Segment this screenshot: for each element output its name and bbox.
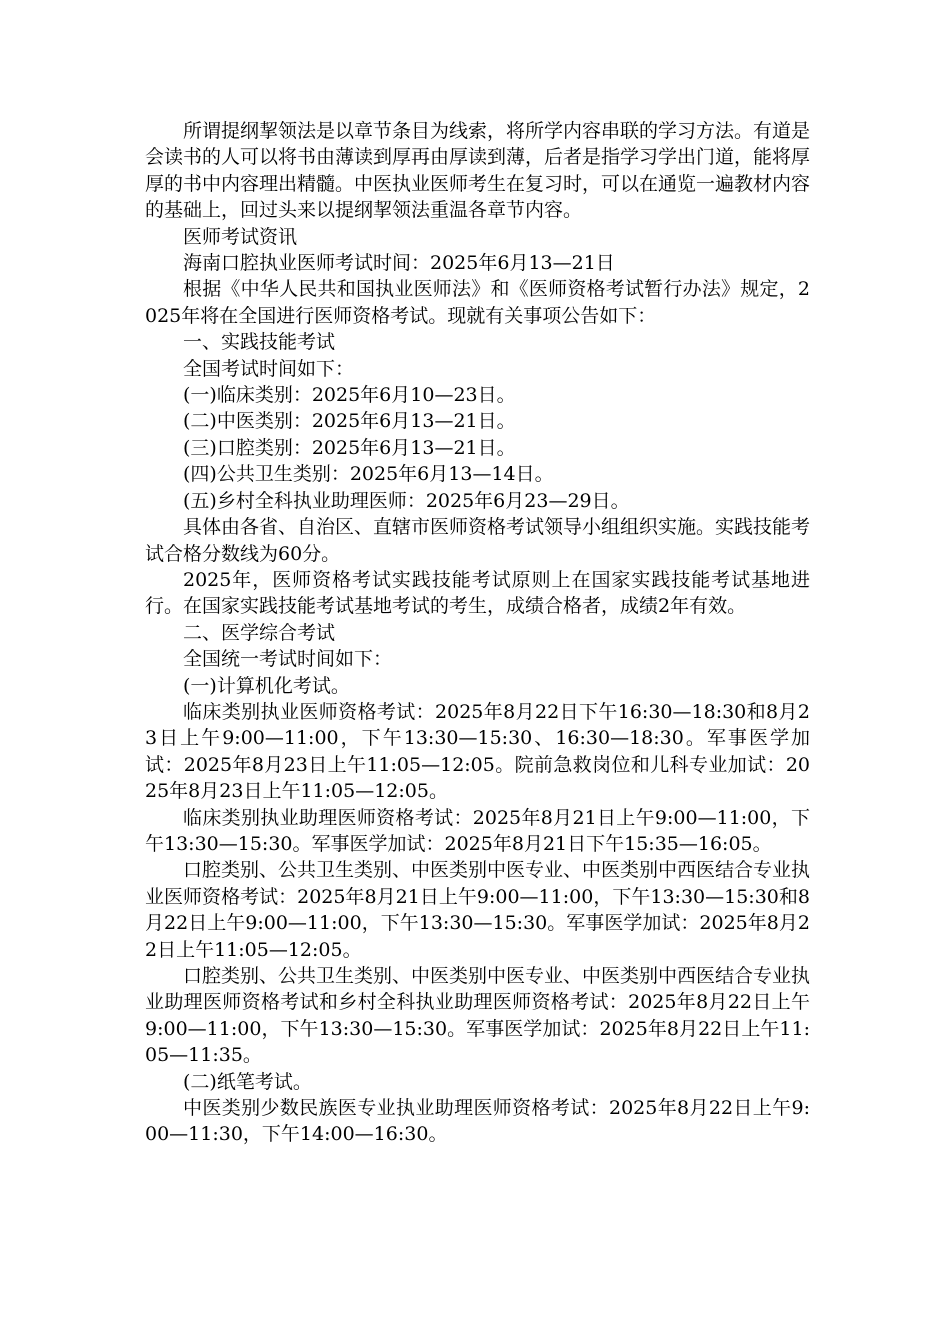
- practical-base-paragraph: 2025年，医师资格考试实践技能考试原则上在国家实践技能考试基地进行。在国家实践技能考试基地考试的考生，成绩合格者，成绩2年有效。: [145, 568, 810, 618]
- document-body: [145, 118, 810, 1148]
- practical-item-public-health: (四)公共卫生类别：2025年6月13—14日。: [183, 463, 554, 486]
- practical-item-tcm: (二)中医类别：2025年6月13—21日。: [183, 410, 516, 433]
- other-assistant-schedule: 口腔类别、公共卫生类别、中医类别中医专业、中医类别中西医结合专业执业助理医师资格考试和乡村全科执业助理医师资格考试：2025年8月22日上午9:00—11:00，下午13:30—15:30。军事医学加试：2025年8月22日上午11:05—11:35。: [145, 965, 811, 1067]
- section-heading-practical: 一、实践技能考试: [183, 331, 336, 354]
- other-physician-schedule: 口腔类别、公共卫生类别、中医类别中医专业、中医类别中西医结合专业执业医师资格考试：2025年8月21日上午9:00—11:00，下午13:30—15:30和8月22日上午9:00—11:00，下午13:30—15:30。军事医学加试：2025年8月22日上午11:05—12:05。: [145, 859, 811, 961]
- ethnic-medicine-schedule: 中医类别少数民族医专业执业助理医师资格考试：2025年8月22日上午9:00—11:30，下午14:00—16:30。: [145, 1097, 810, 1146]
- practical-item-rural: (五)乡村全科执业助理医师：2025年6月23—29日。: [183, 489, 630, 512]
- subheading-paper-exam: (二)纸笔考试。: [183, 1070, 312, 1093]
- practical-time-intro: 全国考试时间如下：: [183, 357, 355, 380]
- exam-time-line: 海南口腔执业医师考试时间：2025年6月13—21日: [183, 252, 615, 275]
- practical-organization-paragraph: 具体由各省、自治区、直辖市医师资格考试领导小组组织实施。实践技能考试合格分数线为60分。: [145, 516, 811, 565]
- section-heading-comprehensive: 二、医学综合考试: [183, 621, 336, 644]
- comprehensive-time-intro: 全国统一考试时间如下：: [183, 648, 393, 671]
- practical-item-dental: (三)口腔类别：2025年6月13—21日。: [183, 436, 516, 459]
- subheading-computer-exam: (一)计算机化考试。: [183, 674, 350, 697]
- announcement-paragraph: 根据《中华人民共和国执业医师法》和《医师资格考试暂行办法》规定，2025年将在全国进行医师资格考试。现就有关事项公告如下：: [145, 278, 810, 327]
- clinical-assistant-schedule: 临床类别执业助理医师资格考试：2025年8月21日上午9:00—11:00，下午13:30—15:30。军事医学加试：2025年8月21日下午15:35—16:05。: [145, 806, 810, 855]
- section-heading-news: 医师考试资讯: [183, 225, 298, 248]
- intro-paragraph: 所谓提纲挈领法是以章节条目为线索，将所学内容串联的学习方法。有道是会读书的人可以将书由薄读到厚再由厚读到薄，后者是指学习学出门道，能将厚厚的书中内容理出精髓。中医执业医师考生在复习时，可以在通览一遍教材内容的基础上，回过头来以提纲挈领法重温各章节内容。: [145, 120, 811, 222]
- clinical-physician-schedule: 临床类别执业医师资格考试：2025年8月22日下午16:30—18:30和8月23日上午9:00—11:00，下午13:30—15:30、16:30—18:30。军事医学加试：2025年8月23日上午11:05—12:05。院前急救岗位和儿科专业加试：2025年8月23日上午11:05—12:05。: [145, 700, 810, 803]
- practical-item-clinical: (一)临床类别：2025年6月10—23日。: [183, 384, 516, 407]
